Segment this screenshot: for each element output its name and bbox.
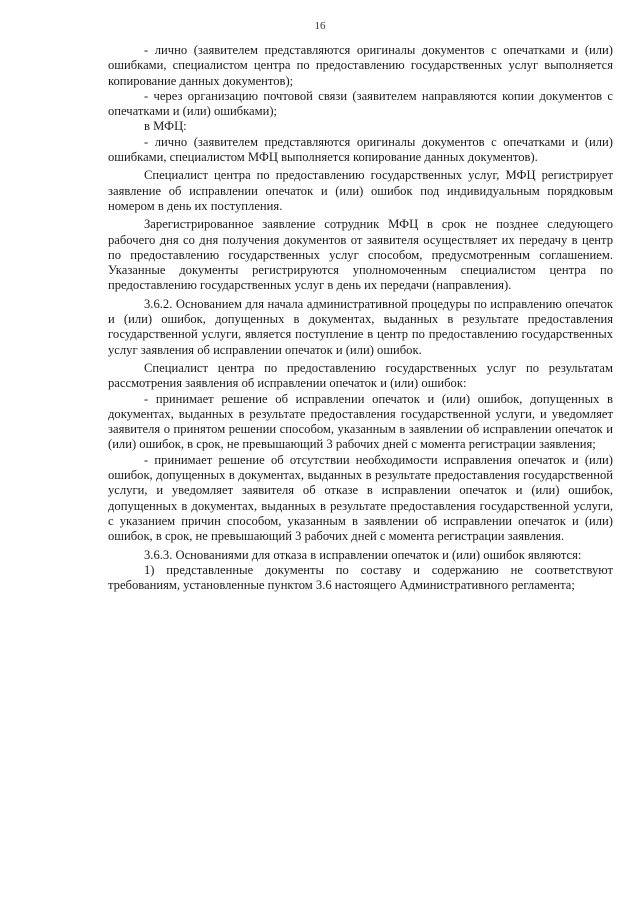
page-number: 16 bbox=[314, 20, 326, 32]
paragraph-mfc-heading: в МФЦ: bbox=[144, 119, 187, 134]
paragraph-decision-refuse: - принимает решение об отсутствии необходимости исправления опечаток и (или) ошибок, допущенных в документах, выданных в результате предоставления государственной услуги, и уведомляет заявителя об отказе в исправлении опечаток и (или) ошибок, допущенных в документах, выданных в результате предоставления государственной услуги, с указанием причин способом, указанным в заявлении об исправлении опечаток и (или) ошибок, в срок, не превышающий 3 рабочих дней с момента регистрации заявления. bbox=[108, 452, 613, 544]
paragraph-registration: Специалист центра по предоставлению государственных услуг, МФЦ регистрирует заявление об исправлении опечаток и (или) ошибок под индивидуальным порядковым номером в день их поступления. bbox=[108, 168, 613, 213]
paragraph-decision-correct: - принимает решение об исправлении опечаток и (или) ошибок, допущенных в документах, выданных в результате предоставления государственной услуги, и уведомляет заявителя о принятом решении способом, указанным в заявлении об исправлении опечаток и (или) ошибок, в срок, не превышающий 3 рабочих дней с момента регистрации заявления; bbox=[108, 391, 613, 452]
paragraph-personal-submission: - лично (заявителем представляются оригиналы документов с опечатками и (или) ошибками, специалистом центра по предоставлению государственных услуг выполняется копирование данных документов); bbox=[108, 43, 613, 88]
paragraph-mfc-transfer: Зарегистрированное заявление сотрудник МФЦ в срок не позднее следующего рабочего дня со дня получения документов от заявителя осуществляет их передачу в центр по предоставлению государственных услуг способом, предусмотренным соглашением. Указанные документы регистрируются уполномоченным специалистом центра по предоставлению государственных услуг в день их передачи (направления). bbox=[108, 217, 613, 293]
paragraph-postal-submission: - через организацию почтовой связи (заявителем направляются копии документов с опечатками и (или) ошибками); bbox=[108, 88, 613, 119]
paragraph-mfc-personal-submission: - лично (заявителем представляются оригиналы документов с опечатками и (или) ошибками, специалистом МФЦ выполняется копирование данных документов). bbox=[108, 134, 613, 165]
document-body bbox=[108, 43, 613, 593]
paragraph-section-3-6-3: 3.6.3. Основаниями для отказа в исправлении опечаток и (или) ошибок являются: bbox=[144, 547, 582, 562]
paragraph-specialist-review: Специалист центра по предоставлению государственных услуг по результатам рассмотрения заявления об исправлении опечаток и (или) ошибок: bbox=[108, 360, 613, 391]
paragraph-refusal-ground-1: 1) представленные документы по составу и содержанию не соответствуют требованиям, установленные пунктом 3.6 настоящего Административного регламента; bbox=[108, 562, 613, 593]
paragraph-section-3-6-2: 3.6.2. Основанием для начала административной процедуры по исправлению опечаток и (или) ошибок, допущенных в документах, выданных в результате предоставления государственной услуги, является поступление в центр по предоставлению государственных услуг заявления об исправлении опечаток и (или) ошибок. bbox=[108, 296, 613, 357]
